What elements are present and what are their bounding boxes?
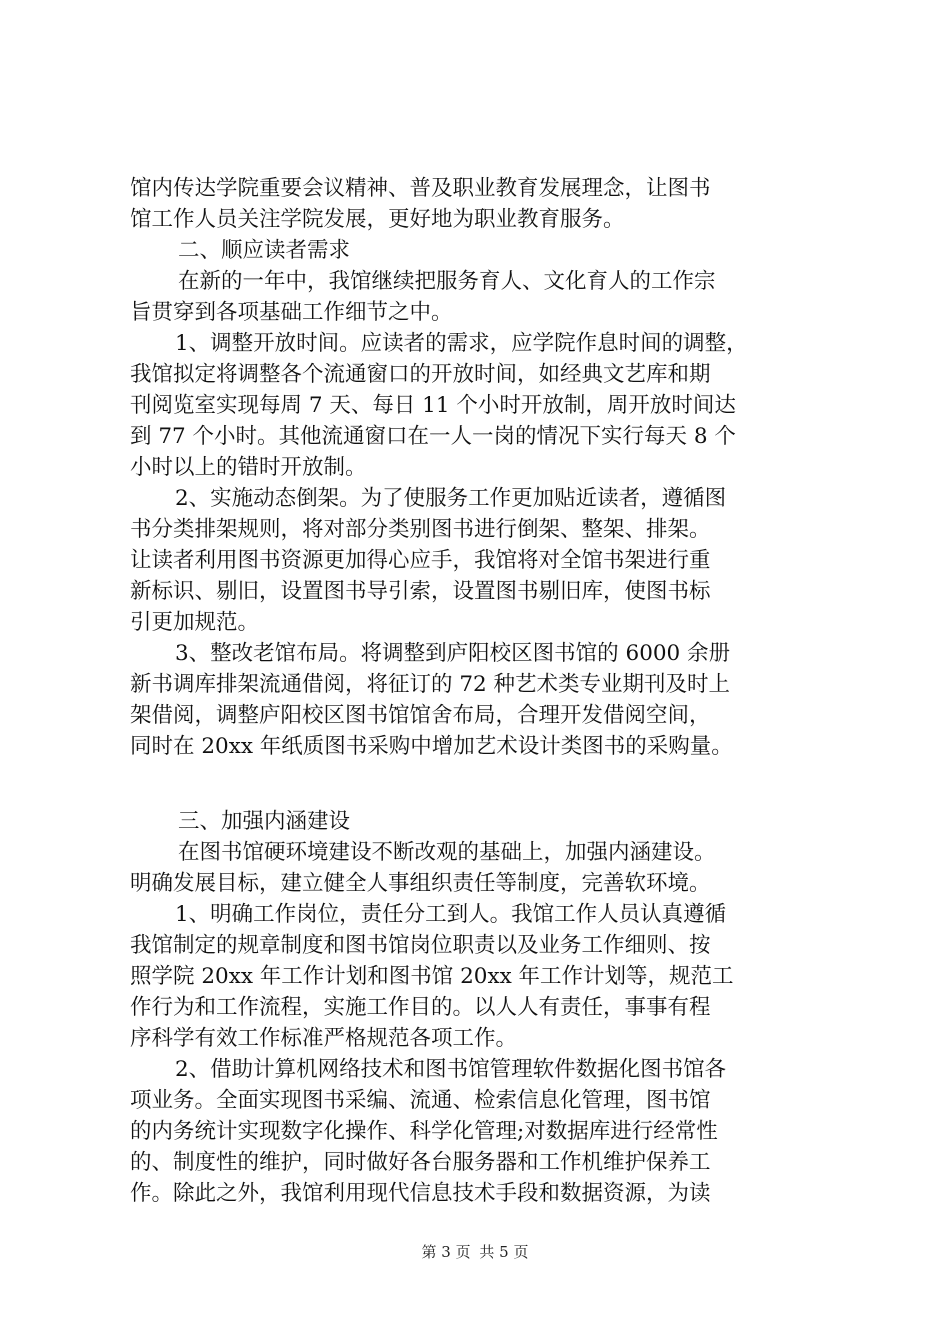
document-body <box>130 173 830 1209</box>
body-line: 引更加规范。 <box>130 610 260 635</box>
body-line: 旨贯穿到各项基础工作细节之中。 <box>130 300 453 325</box>
body-line: 的内务统计实现数字化操作、科学化管理;对数据库进行经常性 <box>130 1119 718 1144</box>
body-line: 小时以上的错时开放制。 <box>130 455 367 480</box>
section-heading: 二、顺应读者需求 <box>178 238 351 263</box>
body-line: 2、实施动态倒架。为了使服务工作更加贴近读者，遵循图 <box>175 486 727 511</box>
page-footer <box>0 1242 950 1262</box>
body-line: 同时在 20xx 年纸质图书采购中增加艺术设计类图书的采购量。 <box>130 734 733 759</box>
body-line: 我馆制定的规章制度和图书馆岗位职责以及业务工作细则、按 <box>130 933 711 958</box>
body-line: 在新的一年中，我馆继续把服务育人、文化育人的工作宗 <box>178 269 716 294</box>
body-line: 序科学有效工作标准严格规范各项工作。 <box>130 1026 518 1051</box>
body-line: 明确发展目标，建立健全人事组织责任等制度，完善软环境。 <box>130 871 711 896</box>
body-line: 架借阅，调整庐阳校区图书馆馆舍布局，合理开发借阅空间， <box>130 703 711 728</box>
section-heading: 三、加强内涵建设 <box>178 809 351 834</box>
body-line: 3、整改老馆布局。将调整到庐阳校区图书馆的 6000 余册 <box>175 641 731 666</box>
body-line: 作。除此之外，我馆利用现代信息技术手段和数据资源，为读 <box>130 1181 711 1206</box>
page-total: 共 5 页 <box>479 1243 529 1261</box>
body-line: 书分类排架规则，将对部分类别图书进行倒架、整架、排架。 <box>130 517 711 542</box>
body-line: 作行为和工作流程，实施工作目的。以人人有责任，事事有程 <box>130 995 711 1020</box>
body-line: 我馆拟定将调整各个流通窗口的开放时间，如经典文艺库和期 <box>130 362 711 387</box>
body-line: 照学院 20xx 年工作计划和图书馆 20xx 年工作计划等，规范工 <box>130 964 734 989</box>
body-line: 馆工作人员关注学院发展，更好地为职业教育服务。 <box>130 207 625 232</box>
body-line: 在图书馆硬环境建设不断改观的基础上，加强内涵建设。 <box>178 840 716 865</box>
body-line: 的、制度性的维护，同时做好各台服务器和工作机维护保养工 <box>130 1150 711 1175</box>
body-line: 刊阅览室实现每周 7 天、每日 11 个小时开放制，周开放时间达 <box>130 393 736 418</box>
page-number: 第 3 页 <box>421 1243 471 1261</box>
paragraph-gap <box>130 762 830 806</box>
body-line: 到 77 个小时。其他流通窗口在一人一岗的情况下实行每天 8 个 <box>130 424 736 449</box>
body-line: 1、调整开放时间。应读者的需求，应学院作息时间的调整， <box>175 331 748 356</box>
body-line: 馆内传达学院重要会议精神、普及职业教育发展理念，让图书 <box>130 176 711 201</box>
body-line: 新标识、剔旧，设置图书导引索，设置图书剔旧库，使图书标 <box>130 579 711 604</box>
body-line: 2、借助计算机网络技术和图书馆管理软件数据化图书馆各 <box>175 1057 727 1082</box>
body-line: 新书调库排架流通借阅，将征订的 72 种艺术类专业期刊及时上 <box>130 672 731 697</box>
body-line: 1、明确工作岗位，责任分工到人。我馆工作人员认真遵循 <box>175 902 727 927</box>
body-line: 项业务。全面实现图书采编、流通、检索信息化管理，图书馆 <box>130 1088 711 1113</box>
body-line: 让读者利用图书资源更加得心应手，我馆将对全馆书架进行重 <box>130 548 711 573</box>
